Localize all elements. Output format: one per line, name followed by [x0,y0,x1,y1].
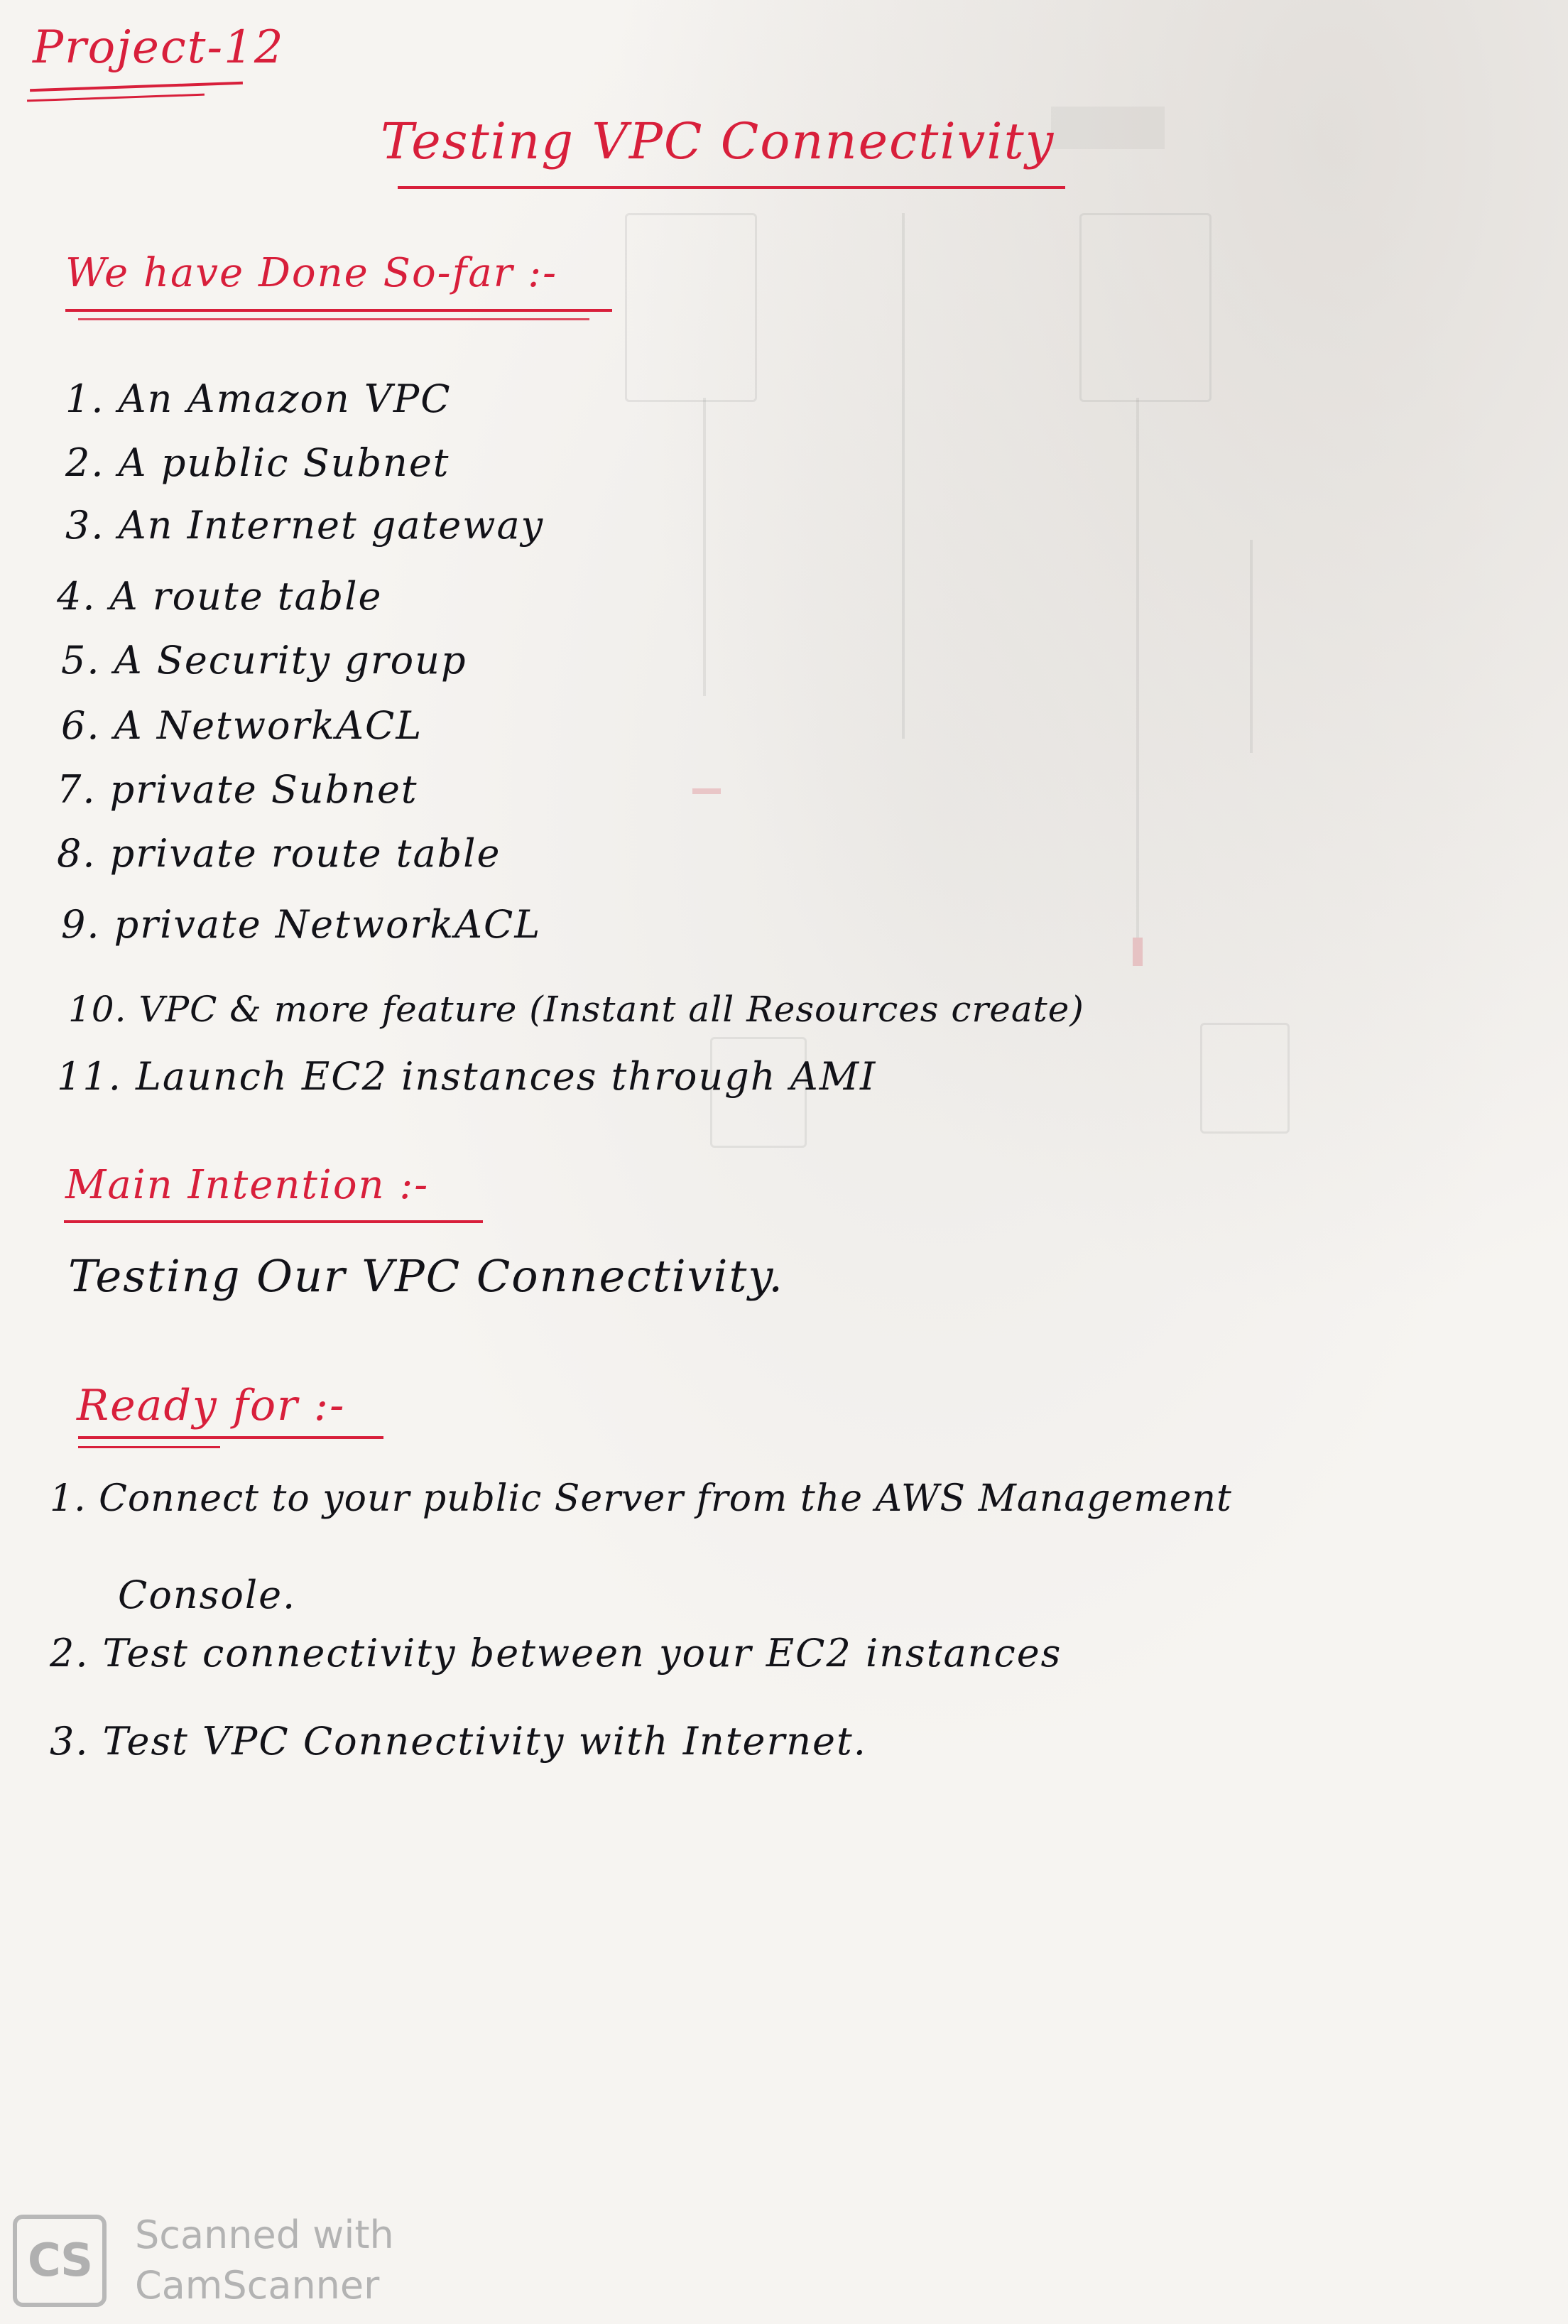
ready-item: 3. Test VPC Connectivity with Internet. [50,1719,867,1764]
ready-item: 2. Test connectivity between your EC2 instances [50,1631,1062,1676]
done-heading: We have Done So-far :- [65,250,558,296]
bleed-mark [1079,213,1212,402]
bleed-mark [703,398,706,696]
done-item: 3. An Internet gateway [65,503,545,548]
bleed-mark [1200,1023,1290,1134]
bleed-mark [1133,938,1143,966]
watermark-line1: Scanned with [135,2212,394,2257]
underline [27,94,205,102]
bleed-mark [1250,540,1253,753]
camscanner-logo: CS [13,2215,107,2307]
underline [78,1446,220,1448]
done-item: 9. private NetworkACL [61,902,542,947]
ready-heading: Ready for :- [77,1381,346,1430]
bleed-mark [692,788,721,794]
bleed-mark [625,213,757,402]
bleed-mark [1136,398,1139,938]
done-item: 5. A Security group [61,638,467,683]
underline [64,1220,483,1223]
project-label: Project-12 [33,21,285,74]
done-item: 11. Launch EC2 instances through AMI [57,1054,877,1099]
underline [65,309,612,312]
bleed-mark [1051,107,1165,149]
intention-heading: Main Intention :- [65,1162,430,1208]
done-item: 4. A route table [57,574,383,619]
bleed-mark [902,213,905,739]
page-title: Testing VPC Connectivity [381,112,1055,170]
watermark-line2: CamScanner [135,2263,380,2308]
done-item: 7. private Subnet [57,767,418,812]
done-item: 10. VPC & more feature (Instant all Resources create) [68,989,1084,1030]
ready-item: Console. [118,1573,297,1617]
done-item: 8. private route table [57,831,501,876]
done-item: 2. A public Subnet [65,440,450,485]
ready-item: 1. Connect to your public Server from the AWS Management [50,1477,1232,1520]
done-item: 1. An Amazon VPC [65,376,452,421]
underline [78,318,589,320]
underline [78,1436,383,1439]
intention-text: Testing Our VPC Connectivity. [68,1250,784,1302]
underline [30,82,243,92]
done-item: 6. A NetworkACL [61,703,423,748]
underline [398,186,1065,189]
